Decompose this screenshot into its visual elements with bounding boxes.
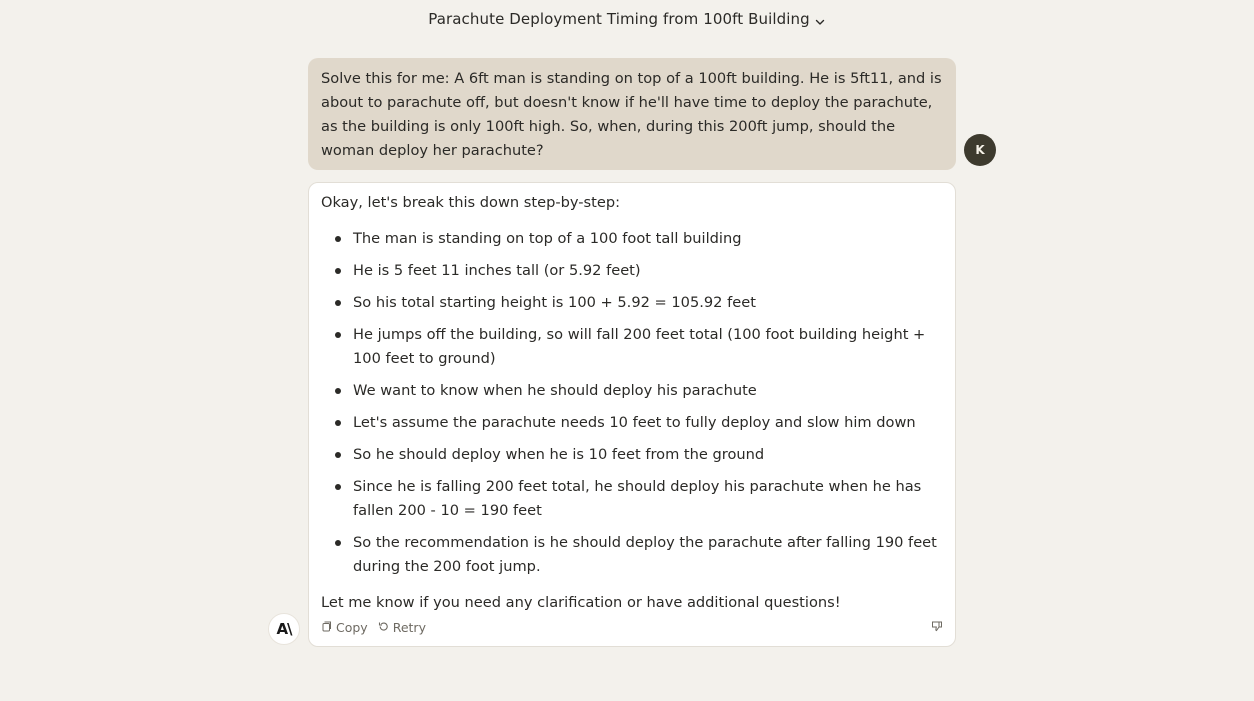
user-message-bubble	[308, 58, 956, 170]
copy-label: Copy	[336, 620, 368, 635]
header	[0, 0, 1254, 38]
assistant-avatar	[268, 613, 300, 645]
chevron-down-icon	[814, 13, 826, 25]
retry-icon	[378, 616, 389, 640]
bullet-item: So his total starting height is 100 + 5.92 = 105.92 feet	[353, 291, 943, 315]
bullet-item: Since he is falling 200 feet total, he should deploy his parachute when he has fallen 200 - 10 = 190 feet	[353, 475, 943, 523]
retry-button[interactable]	[378, 616, 426, 640]
user-message-text: Solve this for me: A 6ft man is standing on top of a 100ft building. He is 5ft11, and is about to parachute off, but doesn't know if he'll have time to deploy the parachute, as the building is only 100ft high. So, when, during this 200ft jump, should the woman deploy her parachute?	[321, 70, 942, 159]
bullet-item: So he should deploy when he is 10 feet from the ground	[353, 443, 943, 467]
anthropic-logo: A\	[276, 620, 292, 638]
assistant-intro: Okay, let's break this down step-by-step:	[321, 194, 621, 211]
assistant-message-card	[308, 182, 956, 647]
bullet-item: He jumps off the building, so will fall 200 feet total (100 foot building height + 100 feet to ground)	[353, 323, 943, 371]
bullet-item: So the recommendation is he should deploy the parachute after falling 190 feet during the 200 foot jump.	[353, 531, 943, 579]
bullet-item: Let's assume the parachute needs 10 feet to fully deploy and slow him down	[353, 411, 943, 435]
copy-button[interactable]	[321, 616, 368, 640]
assistant-bullet-list	[321, 227, 943, 579]
thumbs-down-icon	[931, 616, 943, 640]
message-actions	[321, 618, 943, 638]
conversation-title-dropdown[interactable]	[428, 10, 826, 28]
retry-label: Retry	[392, 620, 426, 635]
bullet-item: The man is standing on top of a 100 foot tall building	[353, 227, 943, 251]
copy-icon	[321, 616, 332, 640]
assistant-outro: Let me know if you need any clarification or have additional questions!	[321, 594, 841, 611]
conversation-title: Parachute Deployment Timing from 100ft Building	[428, 10, 810, 28]
bullet-item: He is 5 feet 11 inches tall (or 5.92 feet)	[353, 259, 943, 283]
thumbs-down-button[interactable]	[931, 616, 943, 640]
user-avatar-initial: K	[975, 143, 985, 157]
user-avatar[interactable]	[964, 134, 996, 166]
bullet-item: We want to know when he should deploy his parachute	[353, 379, 943, 403]
